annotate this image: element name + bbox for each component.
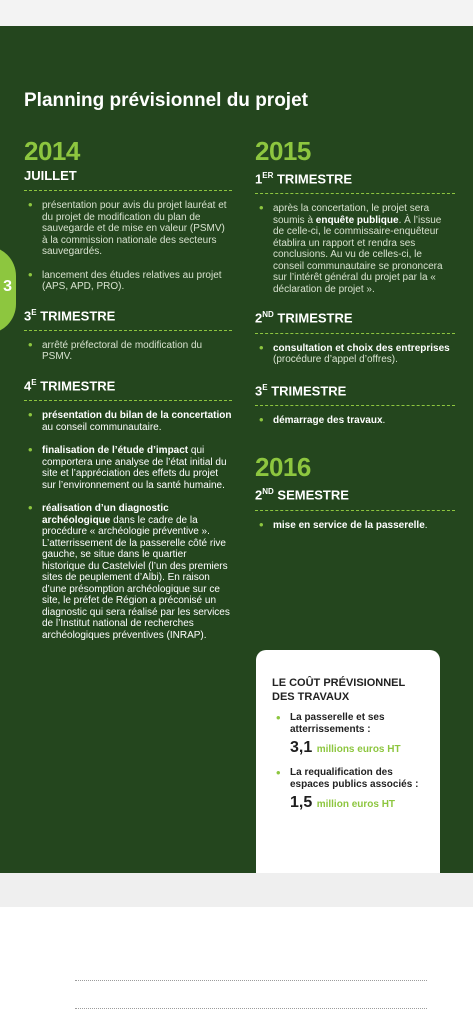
dotted-line <box>75 1008 427 1009</box>
page-title: Planning prévisionnel du projet <box>24 90 308 111</box>
item-text: au conseil communautaire. <box>42 421 162 433</box>
item-bold: présentation du bilan de la concertation <box>42 410 232 422</box>
list-item: • présentation pour avis du projet lauréat et du projet de modification du plan de sauvegarde et de mise en valeur (PSMV) à la commission nationale des secteurs sauvegardés. <box>24 200 232 258</box>
period-number: 2 <box>255 310 263 326</box>
page-tab <box>0 246 16 334</box>
page-tab-number: 3 <box>3 278 12 295</box>
period-label: TRIMESTRE <box>40 307 116 323</box>
cost-label: • La requalification des espaces publics associés : <box>290 767 419 790</box>
cost-list <box>272 712 424 812</box>
list-item <box>255 203 455 295</box>
juillet-list <box>24 200 232 293</box>
period-label: TRIMESTRE <box>271 382 347 398</box>
cost-unit: million euros HT <box>316 799 396 810</box>
period-label: TRIMESTRE <box>277 310 353 326</box>
t2-2015-list <box>255 343 455 366</box>
period-ordinal: ND <box>262 310 274 320</box>
period-label: TRIMESTRE <box>40 378 116 394</box>
item-text: (procédure d’appel d’offres). <box>273 354 398 366</box>
item-text: . <box>382 414 386 426</box>
cost-box <box>256 650 440 873</box>
period-ordinal: ER <box>262 171 274 180</box>
item-text: . <box>424 519 428 531</box>
item-bold: enquête publique <box>315 214 399 226</box>
cost-item <box>272 712 424 757</box>
period-2nd-trimestre <box>255 307 455 333</box>
list-item <box>255 343 455 366</box>
period-number: 3 <box>255 382 263 398</box>
t3-2015-list <box>255 415 455 427</box>
cost-title: LE COÛT PRÉVISIONNEL DES TRAVAUX <box>272 677 406 703</box>
period-number: 3 <box>24 307 32 323</box>
column-2015-2016 <box>255 136 455 543</box>
cost-label: • La passerelle et ses atterrissements : <box>290 712 385 735</box>
period-number: 2 <box>255 487 263 503</box>
period-ordinal: E <box>31 307 37 317</box>
item-bold: réalisation d’un diagnostic archéologique <box>42 503 169 526</box>
period-ordinal: ND <box>262 487 274 497</box>
cost-item <box>272 767 424 812</box>
cost-number: 1,5 <box>290 794 313 811</box>
year-2016: 2016 <box>255 452 311 483</box>
list-item: • arrêté préfectoral de modification du PSMV. <box>24 340 232 363</box>
period-1er-trimestre <box>255 168 455 194</box>
period-label: SEMESTRE <box>277 487 349 503</box>
top-strip <box>0 0 473 26</box>
period-ordinal: E <box>262 382 268 392</box>
period-3e-trimestre-2015 <box>255 380 455 406</box>
period-label: TRIMESTRE <box>276 171 353 187</box>
cost-number: 3,1 <box>290 739 313 756</box>
column-2014 <box>24 136 232 653</box>
period-juillet <box>24 168 232 191</box>
cost-amount <box>290 794 424 812</box>
item-bold: finalisation de l’étude d’impact <box>42 445 189 457</box>
t3-2014-list <box>24 340 232 363</box>
t1-2015-list <box>255 203 455 295</box>
item-text: . À l’issue de celle-ci, le commissaire-enquêteur établira un rapport et rendra ses conclusions. Au vu de celles-ci, le conseil communautaire se prononcera sur l’intérêt général du projet par la « déclaration de projet ». <box>273 214 443 295</box>
list-item <box>255 520 455 532</box>
list-item <box>24 445 232 491</box>
period-ordinal: E <box>31 377 37 387</box>
period-3e-trimestre <box>24 305 232 331</box>
period-label: JUILLET <box>24 168 77 183</box>
item-text: après la concertation, le projet sera soumis à <box>273 203 430 226</box>
list-item: • lancement des études relatives au projet (APS, APD, PRO). <box>24 270 232 293</box>
list-item <box>255 415 455 427</box>
period-number: 4 <box>24 378 32 394</box>
period-4e-trimestre <box>24 375 232 401</box>
item-text: qui comportera une analyse de l’état initial du site et l’appréciation des effets du projet sur l’environnement ou la santé humaine. <box>42 445 227 491</box>
list-item <box>24 503 232 641</box>
item-text: dans le cadre de la procédure « archéologie préventive ». L’atterrissement de la passerelle côté rive gauche, se situe dans le quartier historique du Castelviel (l’un des premiers sites de peuplement d’Albi). En raison d’une présomption archéologique sur ce site, le préfet de Région a préconisé un diagnostic qui sera réalisé par les services de l’Institut national de recherches archéologiques préventives (INRAP). <box>42 514 230 641</box>
year-2015: 2015 <box>255 136 311 166</box>
s2-2016-list <box>255 520 455 532</box>
year-2014: 2014 <box>24 136 80 166</box>
item-bold: consultation et choix des entreprises <box>273 342 450 354</box>
dotted-line <box>75 980 427 981</box>
t4-2014-list <box>24 410 232 641</box>
item-bold: mise en service de la passerelle <box>273 519 425 531</box>
period-2nd-semestre <box>255 484 455 510</box>
cost-amount <box>290 739 424 757</box>
list-item <box>24 410 232 433</box>
period-number: 1 <box>255 171 263 187</box>
cost-unit: millions euros HT <box>316 744 401 755</box>
item-bold: démarrage des travaux <box>273 414 383 426</box>
page-bottom-shadow <box>0 873 473 907</box>
